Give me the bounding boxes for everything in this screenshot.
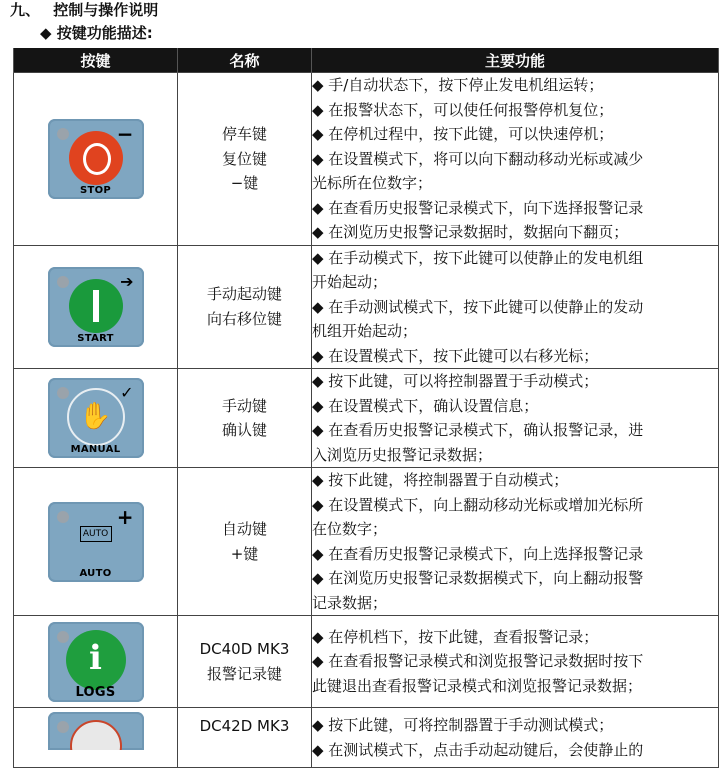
function-line: ◆ 在设置模式下，确认设置信息； bbox=[312, 396, 539, 415]
button-label: MANUAL bbox=[70, 444, 121, 455]
function-line: ◆ 在查看历史报警记录模式下，向下选择报警记录 bbox=[312, 198, 644, 217]
function-line: ◆ 在手动测试模式下，按下此键可以使静止的发动 bbox=[312, 297, 644, 316]
function-cell bbox=[312, 245, 719, 369]
function-line: ◆ 在报警状态下，可以使任何报警停机复位； bbox=[312, 100, 614, 119]
indicator-led-icon bbox=[57, 276, 69, 288]
header-name: 名称 bbox=[178, 48, 312, 73]
button-image-cell bbox=[14, 369, 178, 468]
stop-button-image bbox=[48, 119, 144, 199]
key-name: 停车键 bbox=[221, 125, 267, 143]
subsection-title: 按键功能描述: bbox=[56, 24, 153, 42]
auto-frame-text: AUTO bbox=[80, 526, 112, 542]
auto-icon bbox=[66, 516, 126, 556]
diamond-bullet-icon: ◆ bbox=[40, 24, 52, 42]
button-label: STOP bbox=[79, 184, 112, 196]
function-line: ◆ 在浏览历史报警记录数据模式下，向上翻动报警 bbox=[312, 569, 644, 587]
button-image-cell bbox=[14, 616, 178, 708]
key-name: 自动键 bbox=[221, 520, 267, 538]
auto-button-image bbox=[48, 502, 144, 582]
table-row bbox=[14, 245, 719, 369]
function-line: ◆ 在设置模式下，将可以向下翻动移动光标或减少 bbox=[312, 149, 644, 168]
function-cell bbox=[312, 73, 719, 246]
function-line: 机组开始起动； bbox=[312, 322, 418, 340]
key-name-cell bbox=[178, 616, 312, 708]
button-label: LOGS bbox=[75, 684, 116, 700]
table-row bbox=[14, 369, 719, 468]
table-row bbox=[14, 708, 719, 768]
button-image-cell bbox=[14, 245, 178, 369]
test-button-image bbox=[48, 712, 144, 750]
section-heading bbox=[10, 0, 158, 20]
test-icon bbox=[70, 720, 122, 750]
section-number: 九、 bbox=[10, 1, 41, 19]
subsection-heading bbox=[40, 23, 153, 43]
indicator-led-icon bbox=[57, 721, 69, 733]
key-name: DC40D MK3 bbox=[199, 640, 290, 658]
key-name-cell bbox=[178, 73, 312, 246]
function-line: ◆ 按下此键，将控制器置于自动模式； bbox=[312, 471, 569, 489]
function-cell bbox=[312, 616, 719, 708]
table-header-row bbox=[14, 48, 719, 73]
key-name: 手动起动键 bbox=[206, 285, 282, 304]
table-row bbox=[14, 468, 719, 616]
function-line: ◆ 在查看历史报警记录模式下，向上选择报警记录 bbox=[312, 544, 644, 563]
function-line: ◆ 在查看历史报警记录模式下，确认报警记录，进 bbox=[312, 421, 644, 439]
function-line: 记录数据； bbox=[312, 593, 388, 612]
hand-icon: ✋ bbox=[67, 388, 125, 446]
button-function-table bbox=[13, 48, 719, 768]
start-icon bbox=[69, 279, 123, 333]
indicator-led-icon bbox=[57, 631, 69, 643]
section-title: 控制与操作说明 bbox=[53, 1, 159, 19]
function-cell bbox=[312, 369, 719, 468]
function-line: 此键退出查看报警记录模式和浏览报警记录数据； bbox=[312, 676, 643, 695]
key-name: DC42D MK3 bbox=[199, 717, 290, 735]
button-label: START bbox=[77, 332, 114, 344]
function-line: ◆ 按下此键，可将控制器置于手动测试模式； bbox=[312, 716, 614, 734]
function-cell bbox=[312, 468, 719, 616]
key-name-cell bbox=[178, 245, 312, 369]
header-function: 主要功能 bbox=[312, 48, 719, 73]
function-line: ◆ 手/自动状态下，按下停止发电机组运转； bbox=[312, 76, 604, 94]
key-name: 向右移位键 bbox=[206, 309, 282, 328]
right-arrow-icon: ➔ bbox=[120, 271, 134, 291]
function-line: ◆ 在设置模式下，按下此键可以右移光标； bbox=[312, 346, 599, 365]
key-name: 确认键 bbox=[221, 421, 267, 439]
function-line: ◆ 在设置模式下，向上翻动移动光标或增加光标所 bbox=[312, 495, 644, 514]
info-icon bbox=[66, 630, 126, 690]
function-line: ◆ 在查看报警记录模式和浏览报警记录数据时按下 bbox=[312, 652, 644, 671]
minus-icon: − bbox=[116, 121, 134, 146]
function-line: ◆ 按下此键，可以将控制器置于手动模式； bbox=[312, 372, 599, 390]
function-line: ◆ 在浏览历史报警记录数据时，数据向下翻页； bbox=[312, 223, 629, 241]
button-image-cell bbox=[14, 708, 178, 768]
key-name-cell bbox=[178, 369, 312, 468]
key-name: −键 bbox=[230, 174, 259, 192]
key-name: +键 bbox=[230, 544, 259, 563]
function-line: 光标所在位数字； bbox=[312, 174, 433, 192]
start-button-image bbox=[48, 267, 144, 347]
manual-button-image bbox=[48, 378, 144, 458]
key-name: 复位键 bbox=[221, 149, 267, 168]
key-name-cell bbox=[178, 708, 312, 768]
function-line: 开始起动； bbox=[312, 273, 388, 291]
plus-icon: + bbox=[116, 504, 134, 529]
key-name: 手动键 bbox=[221, 396, 267, 415]
button-label: AUTO bbox=[79, 567, 112, 579]
key-name-cell bbox=[178, 468, 312, 616]
function-cell bbox=[312, 708, 719, 768]
indicator-led-icon bbox=[57, 128, 69, 140]
stop-icon bbox=[69, 131, 123, 185]
function-line: 入浏览历史报警记录数据； bbox=[312, 445, 493, 464]
table-row bbox=[14, 73, 719, 246]
checkmark-icon: ✓ bbox=[120, 383, 134, 402]
button-image-cell bbox=[14, 73, 178, 246]
function-line: 在位数字； bbox=[312, 520, 388, 538]
indicator-led-icon bbox=[57, 387, 69, 399]
header-button: 按键 bbox=[14, 48, 178, 73]
table-row bbox=[14, 616, 719, 708]
function-line: ◆ 在停机档下，按下此键，查看报警记录； bbox=[312, 627, 599, 646]
function-line: ◆ 在停机过程中，按下此键，可以快速停机； bbox=[312, 125, 614, 143]
logs-button-image bbox=[48, 622, 144, 702]
function-line: ◆ 在测试模式下，点击手动起动键后，会使静止的 bbox=[312, 740, 644, 759]
key-name: 报警记录键 bbox=[206, 664, 282, 683]
function-line: ◆ 在手动模式下，按下此键可以使静止的发电机组 bbox=[312, 248, 644, 267]
button-image-cell bbox=[14, 468, 178, 616]
info-glyph: i bbox=[89, 637, 102, 678]
